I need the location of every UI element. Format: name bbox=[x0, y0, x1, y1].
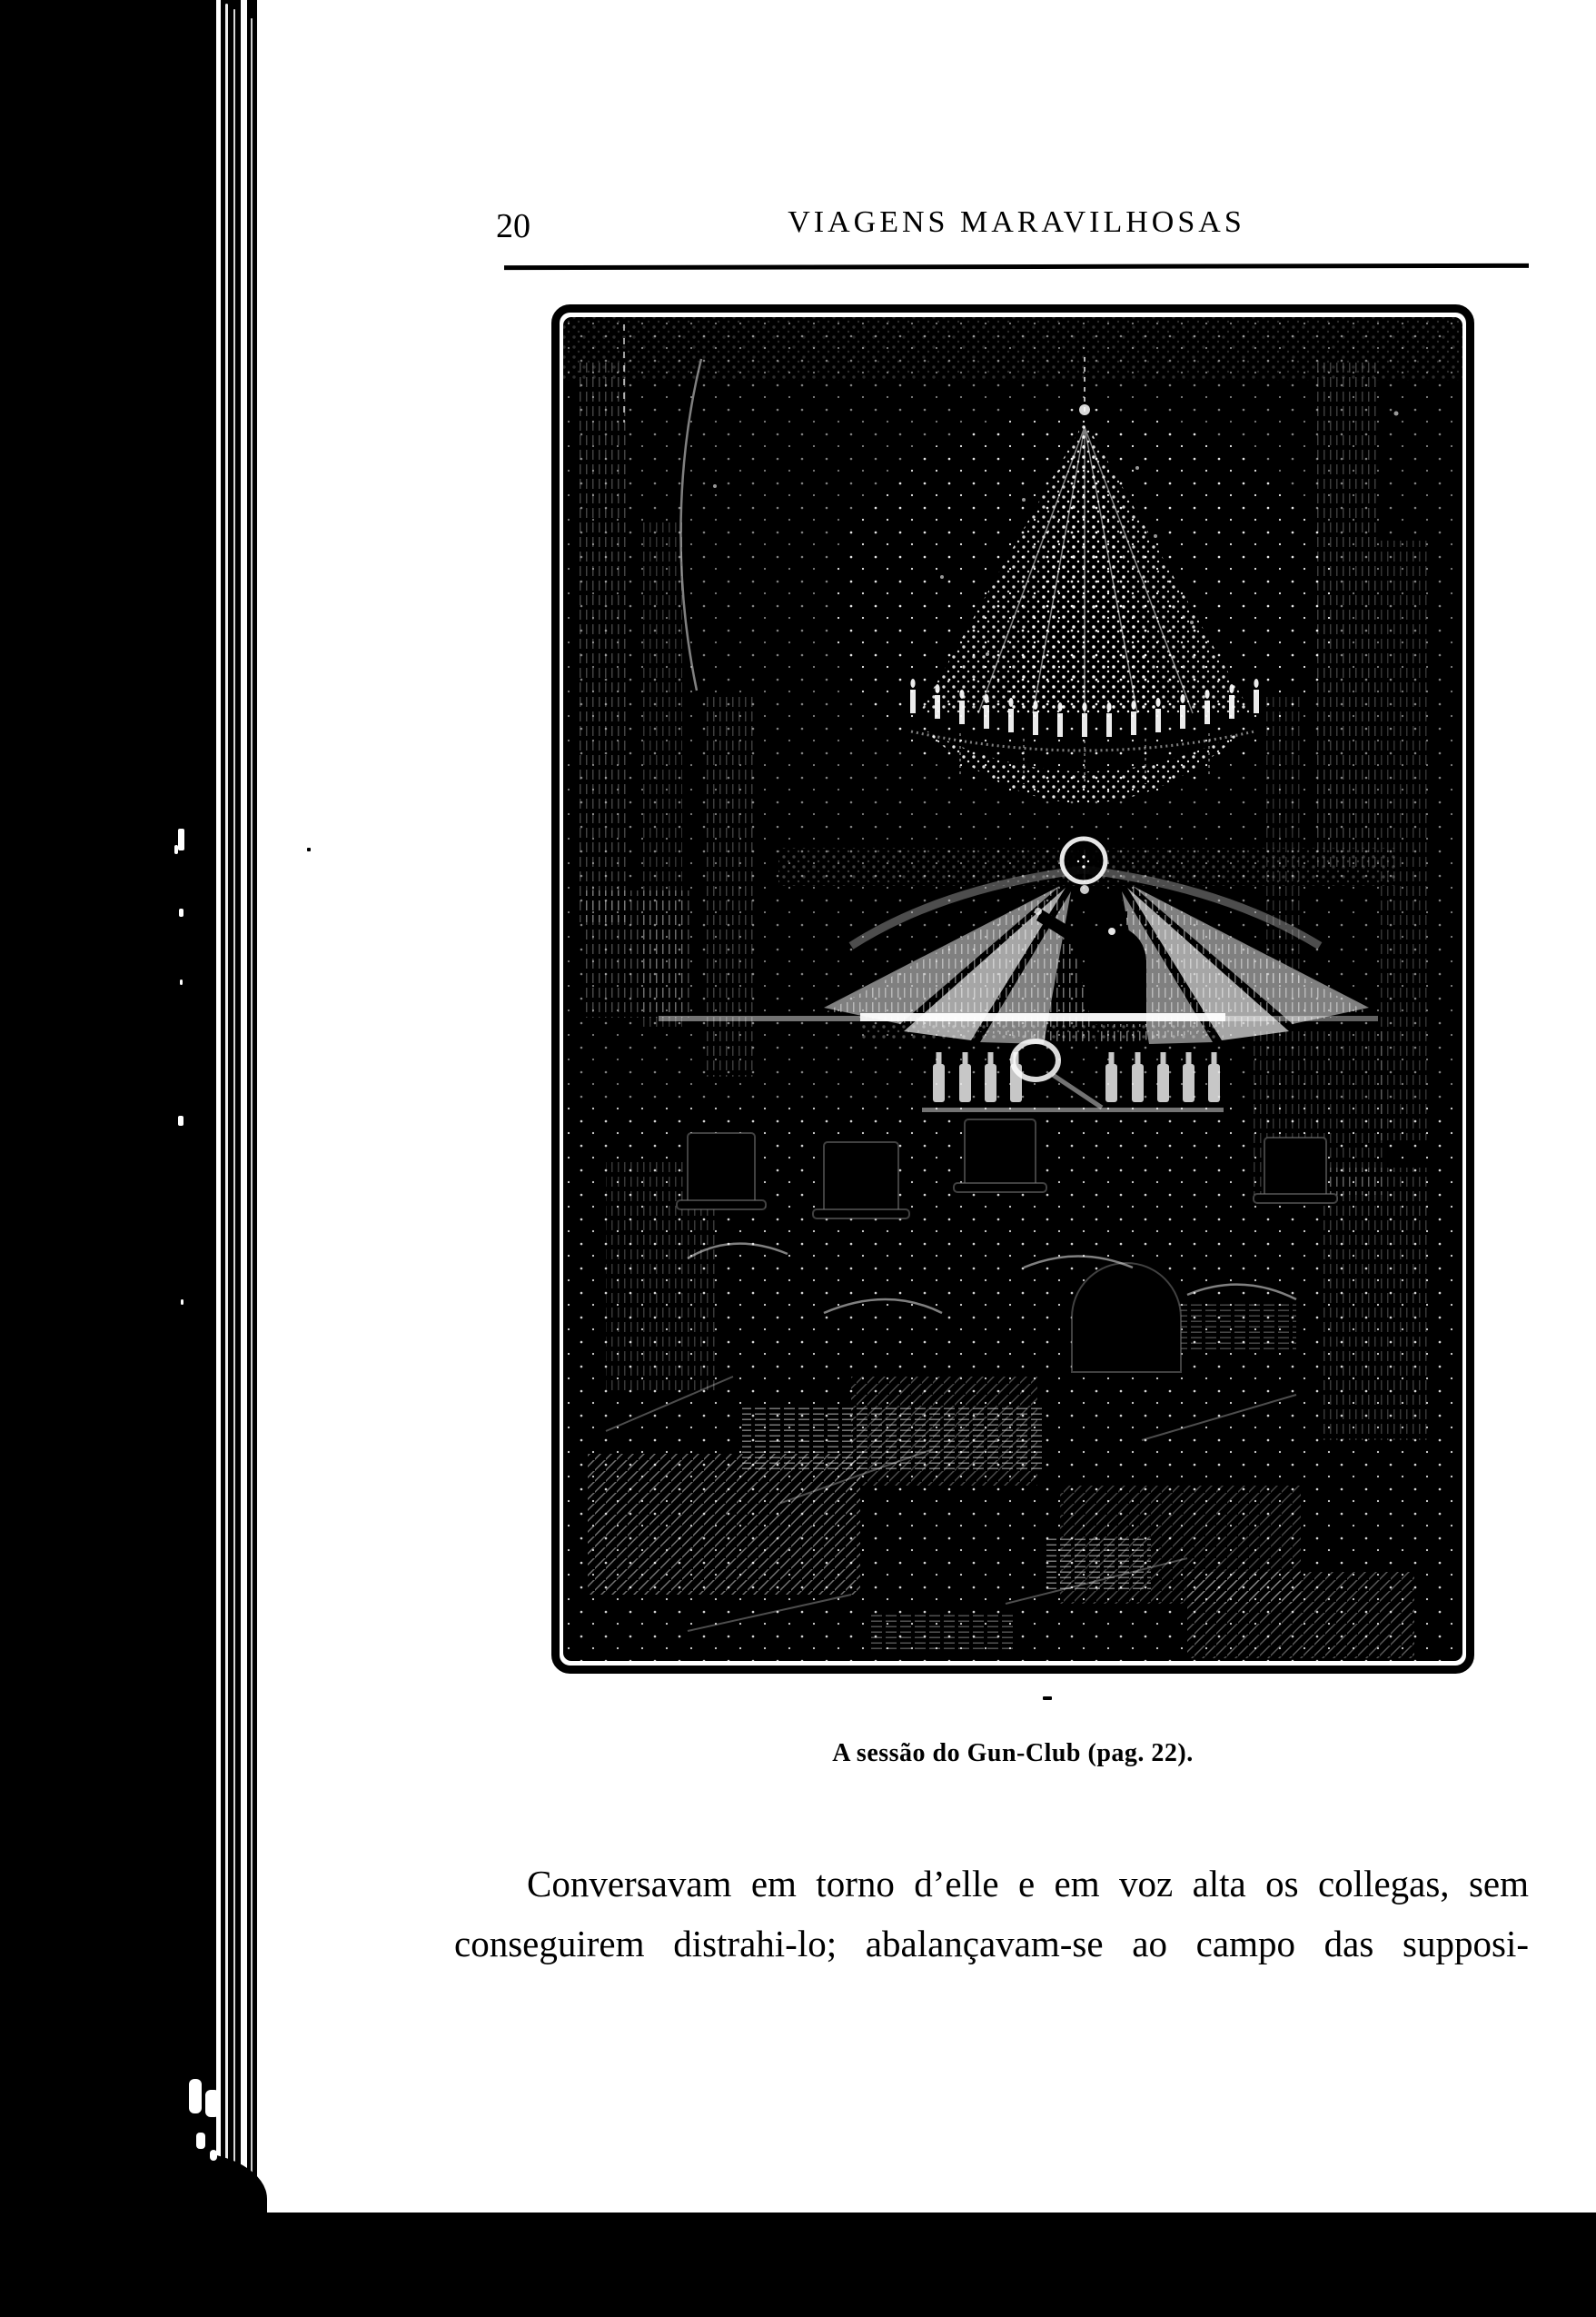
page-edge-highlight bbox=[225, 4, 228, 2219]
scan-bottom-band bbox=[0, 2213, 1596, 2317]
scan-speck bbox=[205, 2090, 220, 2117]
scan-speck bbox=[174, 845, 178, 854]
scan-speck bbox=[181, 1299, 183, 1305]
scan-left-band bbox=[0, 0, 216, 2317]
scan-speck bbox=[179, 909, 183, 917]
scan-artifact bbox=[1043, 1696, 1052, 1700]
body-paragraph bbox=[454, 1854, 1529, 1974]
page-edge-highlight bbox=[251, 18, 253, 2181]
gun-club-engraving bbox=[551, 304, 1474, 1674]
scan-speck bbox=[180, 980, 183, 985]
page-number: 20 bbox=[496, 207, 530, 245]
scan-artifact bbox=[307, 848, 311, 851]
scan-speck bbox=[210, 2150, 217, 2161]
scan-speck bbox=[178, 1116, 183, 1126]
scan-speck bbox=[196, 2133, 205, 2149]
page-edge-lines bbox=[221, 0, 241, 2223]
header-rule bbox=[504, 264, 1529, 270]
engraving-plate bbox=[551, 304, 1474, 1674]
engraving-caption: A sessão do Gun-Club (pag. 22). bbox=[832, 1739, 1194, 1767]
scan-speck bbox=[178, 829, 184, 850]
page-edge-highlight bbox=[233, 9, 235, 2208]
body-line: Conversavam em torno d’elle e em voz alta os collegas, sem bbox=[527, 1863, 1529, 1904]
body-line: conseguirem distrahi-lo; abalançavam-se ao campo das supposi- bbox=[454, 1923, 1529, 1964]
scan-speck bbox=[189, 2079, 202, 2113]
running-head: VIAGENS MARAVILHOSAS bbox=[788, 205, 1245, 239]
